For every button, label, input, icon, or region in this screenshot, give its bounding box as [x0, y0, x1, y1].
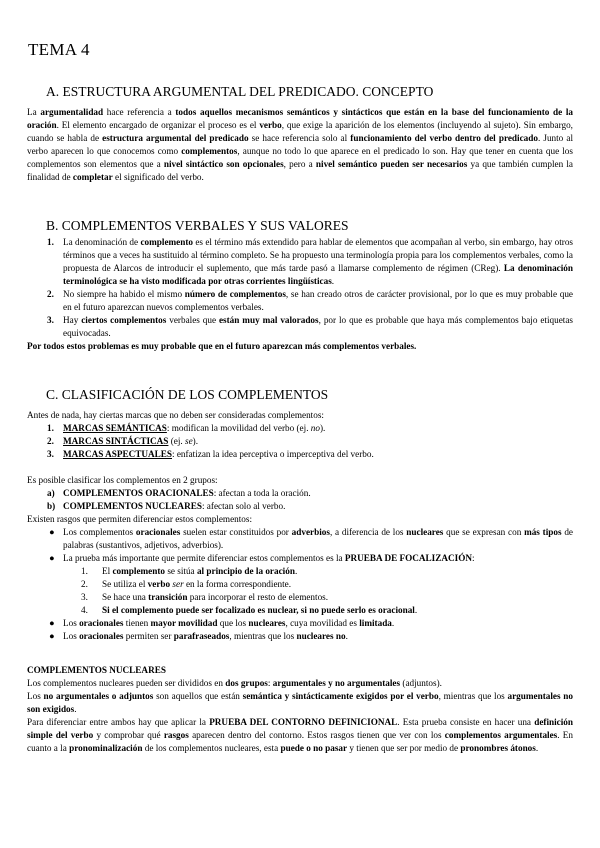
- bullet-text: [63, 527, 573, 550]
- section-c-body: [27, 409, 573, 643]
- list-item: [27, 578, 573, 591]
- text-run: en la forma correspondiente.: [183, 579, 292, 589]
- list-item: [27, 435, 573, 448]
- text-run: Los: [27, 691, 44, 701]
- text-run: , que exige la aparición de los elementos (incluyendo al sujeto). Sin embargo, cuando se habla de: [27, 120, 573, 143]
- text-run: tienen: [123, 618, 151, 628]
- text-run: rasgos: [163, 730, 189, 740]
- text-run: ).: [319, 423, 326, 433]
- text-run: hace referencia a: [103, 107, 176, 117]
- section-a-text: [27, 106, 573, 184]
- text-run: La denominación terminológica se ha visto modificada por otras corrientes lingüísticas: [63, 263, 574, 286]
- text-run: de los complementos nucleares, esta: [142, 743, 281, 753]
- list-item-text: [63, 488, 311, 498]
- text-run: . El elemento encargado de organizar el proceso es el: [56, 120, 260, 130]
- list-number: 2.: [47, 436, 54, 446]
- text-run: adverbios: [291, 527, 330, 537]
- text-run: :: [267, 678, 273, 688]
- text-run: oracionales: [135, 527, 181, 537]
- list-item: [27, 500, 573, 513]
- bullet-icon: ●: [49, 527, 55, 537]
- text-run: aparecen dentro del contorno. Estos rasgos tienen que ver con los: [188, 730, 445, 740]
- list-item-text: [63, 423, 325, 433]
- text-run: MARCAS SINTÁCTICAS: [63, 436, 169, 446]
- text-run: PRUEBA DEL CONTORNO DEFINICIONAL: [209, 717, 398, 727]
- text-run: No siempre ha habido el mismo: [63, 289, 185, 299]
- nucleares-paragraph-2: [27, 690, 573, 716]
- list-number: 2.: [81, 579, 88, 589]
- text-run: verbo: [259, 120, 282, 130]
- section-b-list: [27, 236, 573, 353]
- text-run: verbo: [147, 579, 173, 589]
- text-run: estructura argumental del predicado: [102, 133, 249, 143]
- list-item-text: [63, 315, 573, 338]
- text-run: permiten ser: [123, 631, 174, 641]
- text-run: .: [535, 743, 539, 753]
- text-run: (adjuntos).: [400, 678, 442, 688]
- text-run: todos aquellos mecanismos semánticos y sintácticos que están en la base del funcionamiento de la oración: [27, 107, 573, 130]
- text-run: complemento: [112, 566, 166, 576]
- text-run: MARCAS SEMÁNTICAS: [63, 423, 167, 433]
- list-item: [27, 487, 573, 500]
- list-item: [27, 236, 573, 288]
- nucleares-section: [27, 664, 573, 755]
- bullet-text: [63, 553, 475, 563]
- text-run: COMPLEMENTOS NUCLEARES: [63, 501, 202, 511]
- text-run: de palabras (sustantivos, adjetivos, adverbios).: [63, 527, 573, 550]
- section-b-heading: B. COMPLEMENTOS VERBALES Y SUS VALORES: [46, 218, 349, 233]
- text-run: nivel sintáctico son opcionales: [163, 159, 284, 169]
- text-run: , por lo que es probable que haya más complementos bajo etiquetas equivocadas.: [63, 315, 573, 338]
- text-run: .: [391, 618, 395, 628]
- text-run: ciertos complementos: [81, 315, 167, 325]
- text-run: oracionales: [79, 631, 124, 641]
- list-item-text: [63, 289, 573, 312]
- text-run: puede o no pasar: [280, 743, 348, 753]
- text-run: argumentales no son exigidos: [27, 691, 574, 714]
- list-item-text: [102, 579, 291, 589]
- text-run: no: [310, 423, 320, 433]
- text-run: , a diferencia de los: [329, 527, 407, 537]
- text-run: nucleares no: [296, 631, 346, 641]
- text-run: número de complementos: [184, 289, 286, 299]
- text-run: , pero a: [283, 159, 316, 169]
- list-item-text: [63, 436, 198, 446]
- list-number: 3.: [81, 592, 88, 602]
- text-run: complementos argumentales: [444, 730, 558, 740]
- text-run: ya que también cumplen la finalidad de: [27, 159, 574, 182]
- text-run: son aquellos que están: [153, 691, 243, 701]
- text-run: Los: [63, 618, 80, 628]
- text-run: Los complementos nucleares pueden ser divididos en: [27, 678, 226, 688]
- list-item: [27, 314, 573, 340]
- text-run: La: [27, 107, 41, 117]
- text-run: y tienen que ser por medio de: [347, 743, 461, 753]
- text-run: verbales que: [166, 315, 219, 325]
- text-run: para incorporar el resto de elementos.: [187, 592, 329, 602]
- text-run: . Junto al verbo aparecen lo que conocemos como: [27, 133, 573, 156]
- text-run: funcionamiento del verbo dentro del predicado: [350, 133, 538, 143]
- text-run: el significado del verbo.: [112, 172, 204, 182]
- section-c-heading: C. CLASIFICACIÓN DE LOS COMPLEMENTOS: [46, 387, 329, 402]
- text-run: Si el complemento puede ser focalizado es nuclear, si no puede serlo es oracional: [102, 605, 415, 615]
- text-run: , se han creado otros de carácter provisional, por lo que es muy probable que en el futuro aparezcan nuevos complementos verbales.: [63, 289, 573, 312]
- text-run: El: [102, 566, 113, 576]
- text-run: argumentalidad: [40, 107, 104, 117]
- section-a-heading: A. ESTRUCTURA ARGUMENTAL DEL PREDICADO. CONCEPTO: [46, 84, 434, 99]
- bullet-item: [27, 617, 573, 630]
- nucleares-paragraph-1: [27, 677, 573, 690]
- bullet-item: [27, 552, 573, 565]
- text-run: nucleares: [248, 618, 286, 628]
- text-run: al principio de la oración: [196, 566, 295, 576]
- text-run: nivel semántico pueden ser necesarios: [315, 159, 468, 169]
- marcas-intro: Antes de nada, hay ciertas marcas que no deben ser consideradas complementos:: [27, 410, 324, 420]
- text-run: Se utiliza el: [102, 579, 148, 589]
- list-item-text: [63, 501, 285, 511]
- text-run: .: [414, 605, 418, 615]
- text-run: completar: [72, 172, 113, 182]
- list-item-text: [63, 237, 573, 286]
- text-run: se: [185, 436, 193, 446]
- text-run: :: [472, 553, 475, 563]
- text-run: limitada: [359, 618, 392, 628]
- text-run: , mientras que los: [438, 691, 508, 701]
- text-run: (ej.: [168, 436, 186, 446]
- text-run: definición simple del verbo: [27, 717, 573, 740]
- list-number: a): [47, 488, 55, 498]
- nucleares-paragraph-3: [27, 716, 573, 755]
- text-run: PRUEBA DE FOCALIZACIÓN: [344, 553, 473, 563]
- text-run: Hay: [63, 315, 82, 325]
- text-run: mayor movilidad: [150, 618, 218, 628]
- text-run: complemento: [140, 237, 194, 247]
- list-item-text: [102, 592, 328, 602]
- text-run: argumentales y no argumentales: [272, 678, 401, 688]
- bullet-icon: ●: [49, 618, 55, 628]
- text-run: La denominación de: [63, 237, 141, 247]
- text-run: parafraseados: [173, 631, 230, 641]
- text-run: Se hace una: [102, 592, 149, 602]
- text-run: se hace referencia solo al: [248, 133, 351, 143]
- text-run: oracionales: [79, 618, 124, 628]
- text-run: ).: [192, 436, 199, 446]
- list-number: 1.: [47, 237, 54, 247]
- text-run: Los complementos: [63, 527, 136, 537]
- text-run: ser: [172, 579, 184, 589]
- text-run: : afectan a toda la oración.: [213, 488, 311, 498]
- text-run: .: [74, 704, 77, 714]
- text-run: La prueba más importante que permite diferenciar estos complementos es la: [63, 553, 345, 563]
- list-number: 4.: [81, 605, 88, 615]
- page-title: TEMA 4: [28, 40, 90, 59]
- list-item: [27, 565, 573, 578]
- text-run: complementos: [181, 146, 238, 156]
- list-item: [27, 591, 573, 604]
- text-run: están muy mal valorados: [218, 315, 319, 325]
- text-run: . En cuanto a la: [27, 730, 573, 753]
- rasgos-intro: Existen rasgos que permiten diferenciar estos complementos:: [27, 514, 253, 524]
- list-number: b): [47, 501, 56, 511]
- text-run: MARCAS ASPECTUALES: [63, 449, 172, 459]
- list-number: 3.: [47, 449, 54, 459]
- text-run: es el término más extendido para hablar de elementos que acompañan al verbo, sin embargo, hay otros términos que a veces ha sustituido al término completo. Se ha propuesto una terminología propia para los complementos verbales, como la propuesta de Alarcos de introducir el suplemento, que más tarde pasó a llamarse complemento de régimen (CReg).: [63, 237, 573, 273]
- text-run: nucleares: [406, 527, 444, 537]
- text-run: : afectan solo al verbo.: [201, 501, 286, 511]
- text-run: y comprobar qué: [93, 730, 164, 740]
- bullet-icon: ●: [49, 631, 55, 641]
- list-item-text: [102, 605, 417, 615]
- list-number: 1.: [47, 423, 54, 433]
- text-run: dos grupos: [225, 678, 268, 688]
- text-run: pronombres átonos: [460, 743, 536, 753]
- section-a-paragraph: [27, 106, 573, 184]
- list-number: 1.: [81, 566, 88, 576]
- bullet-icon: ●: [49, 553, 55, 563]
- list-number: 2.: [47, 289, 54, 299]
- text-run: pronominalización: [69, 743, 143, 753]
- text-run: .: [345, 631, 348, 641]
- text-run: : enfatizan la idea perceptiva o imperceptiva del verbo.: [172, 449, 374, 459]
- list-item: [27, 288, 573, 314]
- text-run: no argumentales o adjuntos: [43, 691, 154, 701]
- text-run: se sitúa: [165, 566, 197, 576]
- bullet-text: [63, 618, 394, 628]
- section-b-closing: Por todos estos problemas es muy probable que en el futuro aparezcan más complementos verbales.: [27, 341, 417, 351]
- text-run: .: [294, 566, 298, 576]
- list-item: [27, 448, 573, 461]
- text-run: que se expresan con: [443, 527, 525, 537]
- bullet-item: [27, 526, 573, 552]
- list-number: 3.: [47, 315, 54, 325]
- grupos-intro: Es posible clasificar los complementos en 2 grupos:: [27, 475, 218, 485]
- text-run: transición: [148, 592, 188, 602]
- text-run: Para diferenciar entre ambos hay que aplicar la: [27, 717, 210, 727]
- bullet-item: [27, 630, 573, 643]
- text-run: , mientras que los: [229, 631, 297, 641]
- text-run: , aunque no todo lo que aparece en el predicado lo son. Hay que tener en cuenta que los complementos son elementos que a: [27, 146, 573, 169]
- text-run: Los: [63, 631, 80, 641]
- list-item-text: [102, 566, 297, 576]
- list-item: [27, 604, 573, 617]
- list-item: [27, 422, 573, 435]
- text-run: .: [331, 276, 335, 286]
- text-run: : modifican la movilidad del verbo (ej.: [166, 423, 311, 433]
- text-run: suelen estar constituidos por: [180, 527, 292, 537]
- bullet-text: [63, 631, 348, 641]
- list-item-text: [63, 449, 374, 459]
- nucleares-heading: COMPLEMENTOS NUCLEARES: [27, 665, 166, 675]
- text-run: . Esta prueba consiste en hacer una: [397, 717, 535, 727]
- text-run: COMPLEMENTOS ORACIONALES: [63, 488, 214, 498]
- text-run: semántica y sintácticamente exigidos por el verbo: [242, 691, 439, 701]
- text-run: , cuya movilidad es: [285, 618, 360, 628]
- text-run: que los: [217, 618, 249, 628]
- text-run: más tipos: [524, 527, 562, 537]
